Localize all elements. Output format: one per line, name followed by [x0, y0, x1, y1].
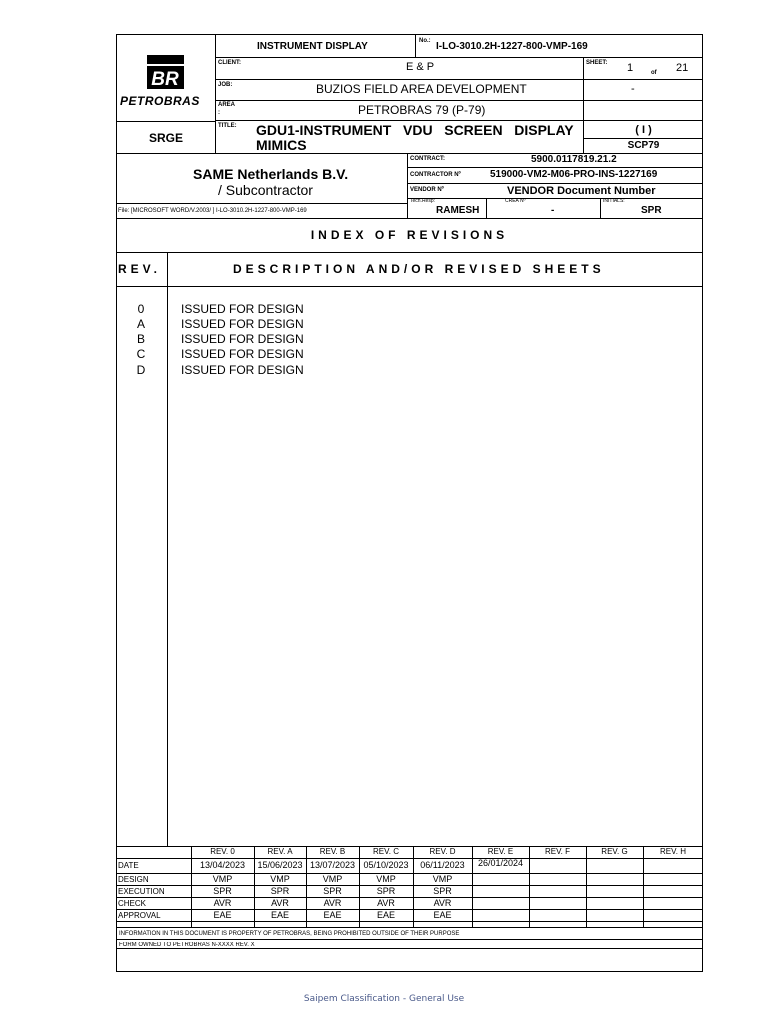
- area-label: AREA: [218, 102, 236, 108]
- approval-col-header: REV. B: [319, 847, 346, 856]
- file-path: File: [MICROSOFT WORD/V.2003/ ] I-LO-3010.2H-1227-800-VMP-169: [118, 208, 307, 214]
- row-line: [116, 897, 703, 898]
- col-line: [643, 846, 644, 927]
- of-label: of: [651, 70, 657, 76]
- property-notice: INFORMATION IN THIS DOCUMENT IS PROPERTY OF PETROBRAS, BEING PROHIBITED OUTSIDE OF THEIR PURPOSE: [119, 931, 460, 937]
- client-label: CLIENT:: [218, 60, 241, 66]
- approval-cell: 26/01/2024: [477, 858, 524, 868]
- approval-row-label: CHECK: [118, 899, 147, 908]
- title-line-2: MIMICS: [256, 137, 307, 153]
- col-line: [600, 198, 601, 219]
- logo-mark-text: BR: [151, 69, 179, 89]
- approval-cell: 13/04/2023: [199, 860, 246, 870]
- approval-cell: AVR: [323, 898, 342, 908]
- rev-column-header: REV.: [118, 262, 161, 276]
- approval-col-header: REV. G: [601, 847, 628, 856]
- contract-label: CONTRACT:: [410, 156, 445, 162]
- row-line: [116, 286, 703, 287]
- approval-cell: VMP: [432, 874, 453, 884]
- col-line: [486, 198, 487, 219]
- approval-col-header: REV. 0: [210, 847, 235, 856]
- form-notice: FORM OWNED TO PETROBRAS N-XXXX REV. X: [119, 942, 255, 947]
- logo-name: PETROBRAS: [120, 94, 200, 108]
- description-column-header: DESCRIPTION AND/OR REVISED SHEETS: [233, 262, 605, 276]
- row-line: [116, 939, 703, 940]
- row-line: [116, 885, 703, 886]
- col-line: [407, 153, 408, 219]
- job-label: JOB:: [218, 82, 233, 88]
- approval-row-label: DATE: [118, 861, 139, 870]
- unit-code: SCP79: [627, 140, 660, 151]
- classification-footer: Saipem Classification - General Use: [303, 994, 465, 1004]
- row-line: [407, 183, 703, 184]
- rev-description: ISSUED FOR DESIGN: [181, 317, 304, 331]
- revisions-heading: INDEX OF REVISIONS: [310, 228, 509, 242]
- rev-description: ISSUED FOR DESIGN: [181, 302, 304, 316]
- rev-col-line: [167, 252, 168, 846]
- approval-row-label: APPROVAL: [118, 911, 161, 920]
- vendor-value: VENDOR Document Number: [507, 185, 656, 197]
- approval-col-header: REV. C: [373, 847, 399, 856]
- title-label: TITLE:: [218, 123, 237, 129]
- row-line: [116, 203, 408, 204]
- approval-cell: 13/07/2023: [309, 860, 356, 870]
- approval-cell: SPR: [376, 886, 396, 896]
- row-line: [407, 198, 703, 199]
- approval-col-header: REV. A: [267, 847, 293, 856]
- company-subtitle: / Subcontractor: [218, 182, 313, 198]
- rev-description: ISSUED FOR DESIGN: [181, 332, 304, 346]
- doc-number: I-LO-3010.2H-1227-800-VMP-169: [436, 41, 588, 52]
- initials-label: INITIALS:: [603, 198, 625, 204]
- approval-cell: VMP: [376, 874, 396, 884]
- row-line: [116, 858, 703, 859]
- no-label: No.:: [419, 38, 431, 44]
- sheet-label: SHEET:: [586, 60, 608, 66]
- approval-col-header: REV. E: [487, 847, 514, 856]
- approval-cell: EAE: [376, 910, 395, 920]
- approval-col-header: REV. D: [429, 847, 456, 856]
- row-line: [116, 909, 703, 910]
- sheet-number: 1: [627, 62, 634, 74]
- row-line: [116, 927, 703, 928]
- rev-id: 0: [137, 302, 145, 316]
- row-line: [116, 873, 703, 874]
- approval-cell: EAE: [213, 910, 232, 920]
- row-line: [215, 100, 703, 101]
- approval-cell: AVR: [271, 898, 289, 908]
- approval-col-header: REV. F: [544, 847, 571, 856]
- approval-cell: EAE: [433, 910, 452, 920]
- total-sheets: 21: [676, 62, 689, 74]
- rev-id: B: [136, 332, 145, 346]
- client-value: E & P: [406, 61, 435, 73]
- approval-cell: SPR: [433, 886, 452, 896]
- doc-type: INSTRUMENT DISPLAY: [257, 41, 368, 52]
- approval-cell: EAE: [270, 910, 289, 920]
- crea-label: CREA Nº: [505, 198, 526, 204]
- logo-divider: [116, 121, 216, 122]
- title-line-1: GDU1-INSTRUMENT VDU SCREEN DISPLAY: [256, 122, 574, 138]
- approval-cell: VMP: [270, 874, 290, 884]
- crea-value: -: [551, 205, 555, 216]
- rev-id: A: [136, 317, 145, 331]
- approval-cell: SPR: [323, 886, 342, 896]
- area-colon: :: [218, 110, 220, 116]
- col-line: [586, 846, 587, 927]
- approval-cell: 05/10/2023: [363, 860, 409, 870]
- approval-cell: SPR: [213, 886, 232, 896]
- rev-id: D: [136, 363, 146, 377]
- contractor-no-label: CONTRACTOR Nº: [410, 172, 461, 178]
- approval-cell: AVR: [377, 898, 395, 908]
- initials-value: SPR: [641, 205, 662, 216]
- row-line: [215, 57, 703, 58]
- approval-cell: AVR: [213, 898, 232, 908]
- tech-resp-value: RAMESH: [436, 205, 480, 216]
- tech-resp-label: Tech.Resp:: [410, 198, 436, 204]
- area-value: PETROBRAS 79 (P-79): [358, 103, 486, 117]
- rev-id: C: [136, 347, 146, 361]
- company-name: SAME Netherlands B.V.: [193, 166, 349, 182]
- col-line: [583, 57, 584, 121]
- rev-description: ISSUED FOR DESIGN: [181, 363, 304, 377]
- header-divider: [215, 34, 216, 153]
- approval-cell: 06/11/2023: [420, 860, 465, 870]
- col-line: [529, 846, 530, 927]
- col-line: [415, 34, 416, 58]
- row-line: [116, 948, 703, 949]
- department-code: SRGE: [149, 131, 184, 145]
- approval-cell: AVR: [433, 898, 452, 908]
- approval-row-label: EXECUTION: [118, 887, 165, 896]
- approval-cell: SPR: [270, 886, 290, 896]
- row-line: [407, 167, 703, 168]
- petrobras-logo: [147, 55, 184, 89]
- vendor-label: VENDOR Nº: [410, 187, 444, 193]
- job-value: BUZIOS FIELD AREA DEVELOPMENT: [316, 82, 527, 96]
- approval-cell: VMP: [322, 874, 343, 884]
- row-line: [215, 79, 703, 80]
- row-line: [583, 138, 703, 139]
- job-right-value: -: [631, 83, 635, 95]
- approval-row-label: DESIGN: [118, 875, 149, 884]
- row-line: [215, 120, 703, 121]
- classification-code: ( I ): [635, 124, 652, 136]
- rev-description: ISSUED FOR DESIGN: [181, 347, 304, 361]
- contract-value: 5900.0117819.21.2: [531, 154, 617, 165]
- contractor-no-value: 519000-VM2-M06-PRO-INS-1227169: [490, 169, 658, 180]
- approval-cell: VMP: [212, 874, 233, 884]
- row-line: [116, 252, 703, 253]
- approval-cell: EAE: [323, 910, 342, 920]
- row-line: [116, 218, 703, 219]
- approval-col-header: REV. H: [660, 847, 686, 856]
- approval-cell: 15/06/2023: [257, 860, 303, 870]
- row-line: [116, 921, 703, 922]
